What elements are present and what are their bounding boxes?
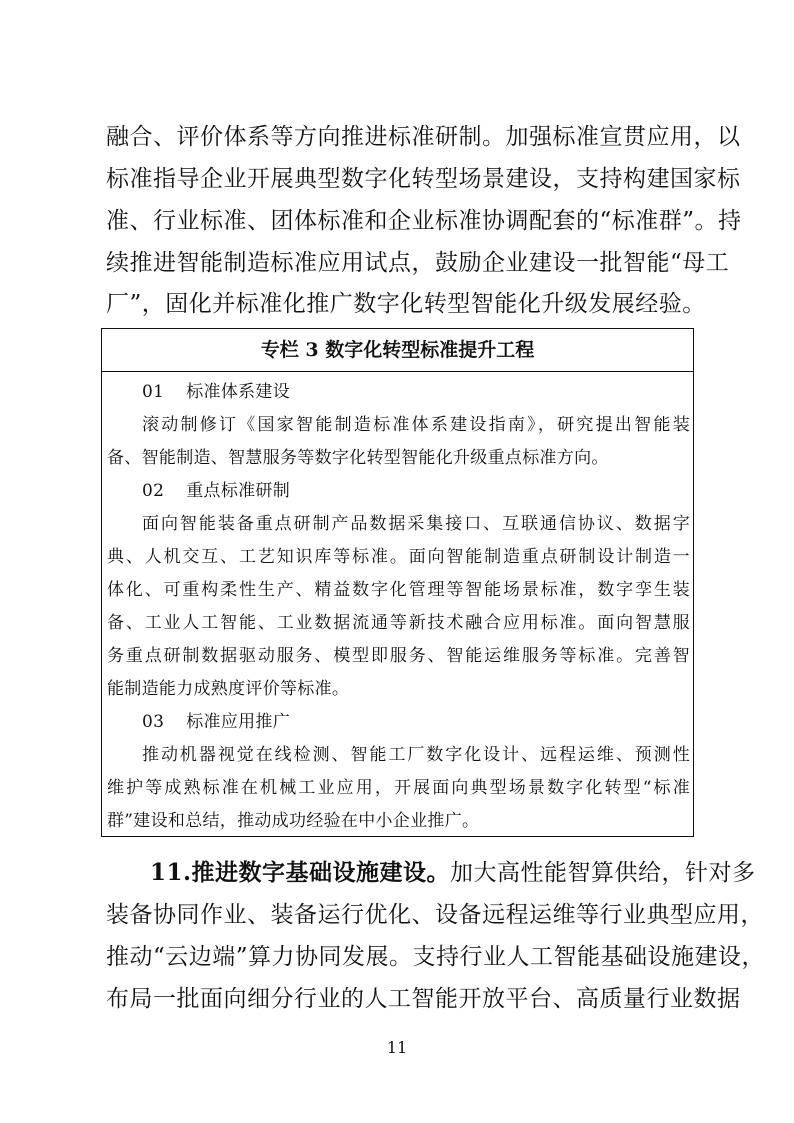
section-11-text: 加大高性能智算供给，针对多 [450, 860, 756, 886]
paragraph-line: 融合、评价体系等方向推进标准研制。加强标准宣贯应用，以 [106, 124, 741, 150]
section-number: 02 [142, 481, 165, 501]
box-text-line: 维护等成熟标准在机械工业应用，开展面向典型场景数字化转型“标准 [107, 778, 690, 798]
box-text-line: 面向智能装备重点研制产品数据采集接口、互联通信协议、数据字 [142, 514, 690, 534]
paragraph-line: 布局一批面向细分行业的人工智能开放平台、高质量行业数据 [106, 986, 741, 1012]
paragraph-line: 厂”，固化并标准化推广数字化转型智能化升级发展经验。 [106, 291, 706, 317]
section-number: 03 [142, 712, 165, 732]
box-text-line: 务重点研制数据驱动服务、模型即服务、智能运维服务等标准。完善智 [107, 646, 690, 666]
box-text-line: 推动机器视觉在线检测、智能工厂数字化设计、远程运维、预测性 [142, 745, 690, 765]
paragraph-line: 续推进智能制造标准应用试点，鼓励企业建设一批智能“母工 [106, 250, 730, 276]
section-heading-text: 重点标准研制 [186, 481, 291, 501]
paragraph-line: 推动“云边端”算力协同发展。支持行业人工智能基础设施建设， [106, 944, 766, 970]
section-heading [142, 480, 290, 502]
column-box [101, 328, 694, 837]
section-heading [142, 711, 290, 733]
section-number: 01 [142, 382, 165, 402]
section-heading-text: 标准体系建设 [186, 382, 291, 402]
box-title: 专栏 3 数字化转型标准提升工程 [102, 329, 693, 372]
paragraph-line: 装备协同作业、装备运行优化、设备远程运维等行业典型应用， [106, 902, 764, 928]
box-text-line: 群”建设和总结，推动成功经验在中小企业推广。 [107, 811, 480, 831]
section-11-first-line [150, 858, 756, 888]
box-text-line: 备、工业人工智能、工业数据流通等新技术融合应用标准。面向智慧服 [107, 613, 690, 633]
box-text-line: 能制造能力成熟度评价等标准。 [107, 679, 350, 699]
box-text-line: 典、人机交互、工艺知识库等标准。面向智能制造重点研制设计制造一 [107, 547, 690, 567]
box-text-line: 备、智能制造、智慧服务等数字化转型智能化升级重点标准方向。 [107, 448, 609, 468]
box-text-line: 滚动制修订《国家智能制造标准体系建设指南》，研究提出智能装 [142, 415, 690, 435]
page-number: 11 [386, 1038, 408, 1057]
section-heading [142, 381, 290, 403]
section-heading-text: 标准应用推广 [186, 712, 291, 732]
paragraph-line: 准、行业标准、团体标准和企业标准协调配套的“标准群”。持 [106, 208, 742, 234]
box-text-line: 体化、可重构柔性生产、精益数字化管理等智能场景标准，数字孪生装 [107, 580, 690, 600]
paragraph-line: 标准指导企业开展典型数字化转型场景建设，支持构建国家标 [106, 166, 741, 192]
section-11-heading: 11.推进数字基础设施建设。 [150, 859, 451, 886]
